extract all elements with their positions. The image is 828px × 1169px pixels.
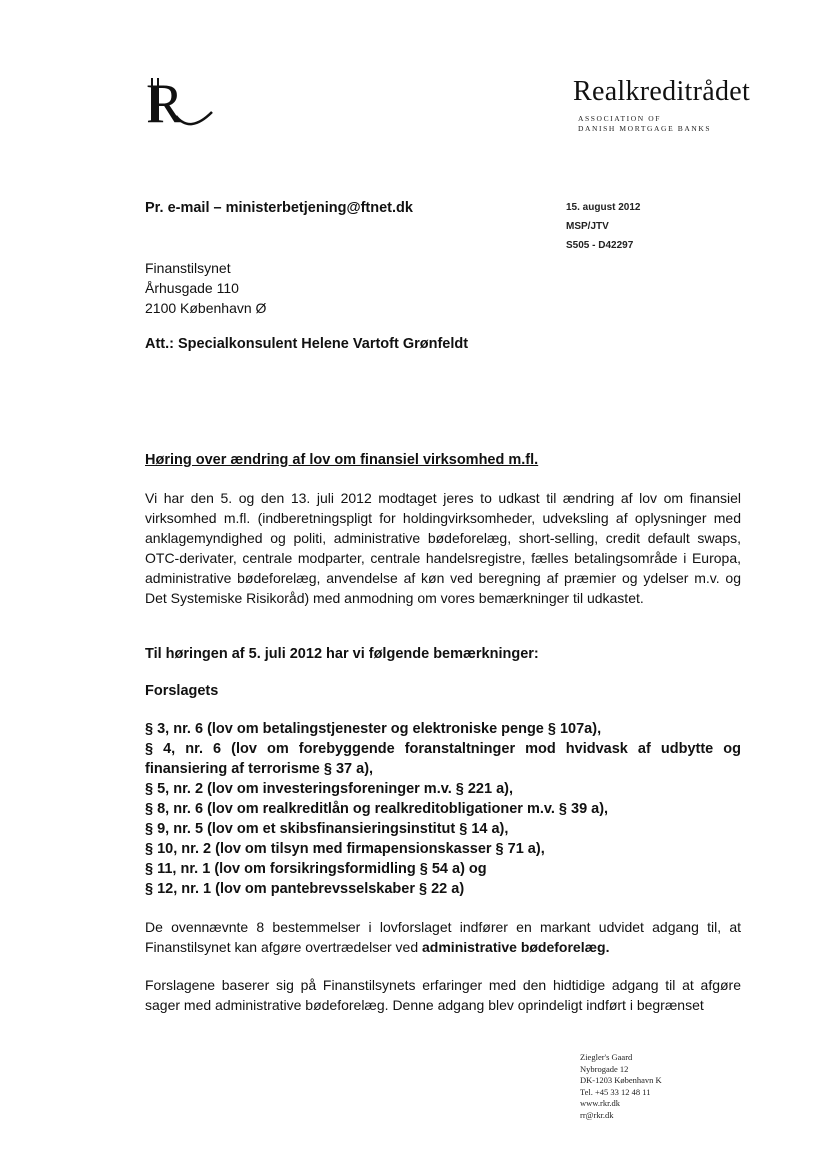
list-item: § 10, nr. 2 (lov om tilsyn med firmapensionskasser § 71 a), bbox=[145, 841, 545, 857]
recipient-name: Finanstilsynet bbox=[145, 260, 231, 276]
recipient-city: 2100 København Ø bbox=[145, 300, 267, 316]
list-item: § 9, nr. 5 (lov om et skibsfinansieringsinstitut § 14 a), bbox=[145, 821, 509, 837]
reference-initials: MSP/JTV bbox=[566, 221, 609, 232]
list-item: § 5, nr. 2 (lov om investeringsforeninger m.v. § 221 a), bbox=[145, 781, 514, 797]
recipient-street: Århusgade 110 bbox=[145, 280, 239, 296]
subheading-remarks: Til høringen af 5. juli 2012 har vi følgende bemærkninger: bbox=[145, 646, 539, 662]
paragraph-2 bbox=[145, 917, 741, 957]
letter-date: 15. august 2012 bbox=[566, 202, 641, 213]
law-provisions-list bbox=[145, 719, 741, 899]
paragraph-2-emphasis: administrative bødeforelæg. bbox=[422, 939, 610, 955]
list-item: § 8, nr. 6 (lov om realkreditlån og realkreditobligationer m.v. § 39 a), bbox=[145, 801, 609, 817]
paragraph-1: Vi har den 5. og den 13. juli 2012 modtaget jeres to udkast til ændring af lov om finansiel virksomhed m.fl. (indberetningspligt for holdingvirksomheder, udveksling af oplysninger med anklagemyndighed og politi, administrative bødeforelæg, short-selling, credit default swaps, OTC-derivater, centrale modparter, centrale handelsregistre, fælles betalingsområde i Europa, administrative bødeforelæg, anvendelse af køn ved beregning af præmier og ydelser m.v. og Det Systemiske Risikoråd) med anmodning om vores bemærkninger til udkastet. bbox=[145, 490, 741, 606]
footer-line: Nybrogade 12 bbox=[580, 1063, 629, 1074]
footer-email: rr@rkr.dk bbox=[580, 1109, 614, 1120]
realkreditraadet-logo bbox=[146, 72, 216, 132]
footer-website: www.rkr.dk bbox=[580, 1098, 621, 1108]
letter-heading: Høring over ændring af lov om finansiel virksomhed m.fl. bbox=[145, 452, 539, 468]
subheading-forslagets: Forslagets bbox=[145, 683, 219, 699]
paragraph-2-text: De ovennævnte 8 bestemmelser i lovforslaget indfører en markant udvidet adgang til, at Finanstilsynet kan afgøre overtrædelser ved bbox=[145, 919, 741, 955]
list-item: § 4, nr. 6 (lov om forebyggende foranstaltninger mod hvidvask af udbytte og finansiering af terrorisme § 37 a), bbox=[145, 741, 741, 777]
footer-phone: Tel. +45 33 12 48 11 bbox=[580, 1086, 651, 1097]
brand-name: Realkreditrådet bbox=[573, 76, 751, 107]
footer-line: Ziegler's Gaard bbox=[580, 1052, 633, 1062]
logo-letter: R bbox=[146, 73, 184, 132]
list-item: § 3, nr. 6 (lov om betalingstjenester og elektroniske penge § 107a), bbox=[145, 721, 602, 737]
list-item: § 12, nr. 1 (lov om pantebrevsselskaber § 22 a) bbox=[145, 881, 465, 897]
email-line: Pr. e-mail – ministerbetjening@ftnet.dk bbox=[145, 200, 413, 216]
recipient-address bbox=[145, 258, 266, 318]
letter-meta bbox=[566, 198, 640, 255]
reference-number: S505 - D42297 bbox=[566, 240, 634, 251]
footer-address bbox=[580, 1052, 662, 1121]
brand-subtitle-line-1: ASSOCIATION OF bbox=[578, 114, 662, 123]
brand-subtitle bbox=[578, 114, 711, 134]
attention-line: Att.: Specialkonsulent Helene Vartoft Grønfeldt bbox=[145, 336, 469, 352]
footer-line: DK-1203 København K bbox=[580, 1075, 662, 1085]
list-item: § 11, nr. 1 (lov om forsikringsformidling § 54 a) og bbox=[145, 861, 487, 877]
paragraph-3: Forslagene baserer sig på Finanstilsynets erfaringer med den hidtidige adgang til at afgøre sager med administrative bødeforelæg. Denne adgang blev oprindeligt indført i begrænset bbox=[145, 977, 741, 1013]
brand-subtitle-line-2: DANISH MORTGAGE BANKS bbox=[578, 124, 712, 133]
